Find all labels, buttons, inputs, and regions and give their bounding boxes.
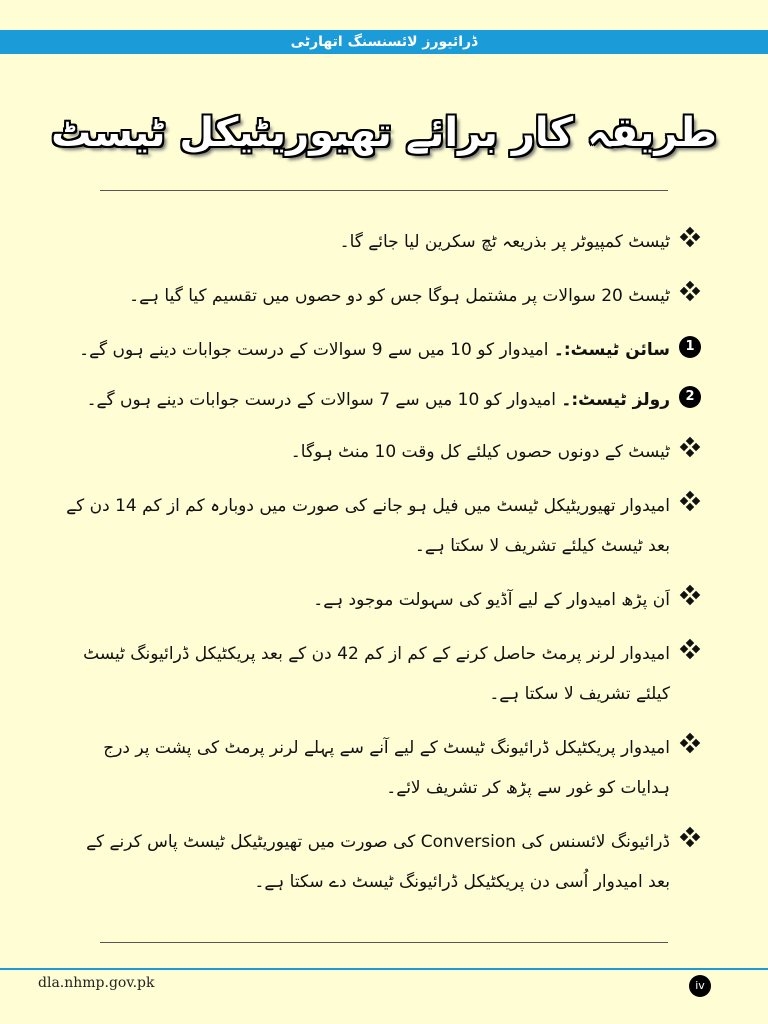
- number-2-badge: 2: [679, 386, 701, 408]
- list-item: [60, 380, 710, 420]
- list-item-text: امیدوار تھیوریٹیکل ٹیسٹ میں فیل ہو جانے کی صورت میں دوبارہ کم از کم 14 دن کے بعد ٹیسٹ کیلئے تشریف لا سکتا ہے۔: [66, 496, 670, 556]
- list-item-text: ٹیسٹ کے دونوں حصوں کیلئے کل وقت 10 منٹ ہوگا۔: [290, 442, 670, 462]
- page-number-badge: iv: [689, 975, 711, 997]
- sign-test-label: سائن ٹیسٹ:۔: [553, 340, 670, 360]
- diamond-bullet-icon: [681, 734, 699, 752]
- diamond-bullet-icon: [681, 492, 699, 510]
- list-item: [60, 330, 710, 370]
- list-item: [60, 728, 710, 808]
- procedure-list: [60, 222, 710, 902]
- list-item: [60, 580, 710, 620]
- rules-test-label: رولز ٹیسٹ:۔: [561, 390, 670, 410]
- list-item-text: ٹیسٹ کمپیوٹر پر بذریعہ ٹچ سکرین لیا جائے گا۔: [339, 232, 670, 252]
- diamond-bullet-icon: [681, 640, 699, 658]
- bottom-divider: [100, 942, 668, 943]
- diamond-bullet-icon: [681, 282, 699, 300]
- diamond-bullet-icon: [681, 438, 699, 456]
- footer-rule: [0, 968, 768, 970]
- page-title: طریقہ کار برائے تھیوریٹیکل ٹیسٹ: [51, 110, 717, 156]
- list-item-text: امیدوار لرنر پرمٹ حاصل کرنے کے کم از کم 42 دن کے بعد پریکٹیکل ڈرائیونگ ٹیسٹ کیلئے تشریف لا سکتا ہے۔: [83, 644, 670, 704]
- diamond-bullet-icon: [681, 586, 699, 604]
- list-item: [60, 276, 710, 316]
- list-item-text: ٹیسٹ 20 سوالات پر مشتمل ہوگا جس کو دو حصوں میں تقسیم کیا گیا ہے۔: [129, 286, 670, 306]
- list-item: [60, 222, 710, 262]
- list-item: [60, 822, 710, 902]
- list-item-text: ڈرائیونگ لائسنس کی Conversion کی صورت میں تھیوریٹیکل ٹیسٹ پاس کرنے کے بعد امیدوار اُسی دن پریکٹیکل ڈرائیونگ ٹیسٹ دے سکتا ہے۔: [86, 832, 670, 892]
- list-item-text: امیدوار پریکٹیکل ڈرائیونگ ٹیسٹ کے لیے آنے سے پہلے لرنر پرمٹ کی پشت پر درج ہدایات کو غور سے پڑھ کر تشریف لائے۔: [103, 738, 670, 798]
- title-divider: [100, 190, 668, 191]
- list-item: [60, 432, 710, 472]
- diamond-bullet-icon: [681, 228, 699, 246]
- header-band: ڈرائیورز لائسنسنگ اتھارٹی: [0, 30, 768, 54]
- list-item-text: امیدوار کو 10 میں سے 7 سوالات کے درست جوابات دینے ہوں گے۔: [86, 390, 556, 410]
- number-1-badge: 1: [679, 336, 701, 358]
- list-item-text: اَن پڑھ امیدوار کے لیے آڈیو کی سہولت موجود ہے۔: [313, 590, 670, 610]
- list-item: [60, 486, 710, 566]
- diamond-bullet-icon: [681, 828, 699, 846]
- list-item: [60, 634, 710, 714]
- website-link[interactable]: dla.nhmp.gov.pk: [38, 975, 155, 991]
- list-item-text: امیدوار کو 10 میں سے 9 سوالات کے درست جوابات دینے ہوں گے۔: [79, 340, 549, 360]
